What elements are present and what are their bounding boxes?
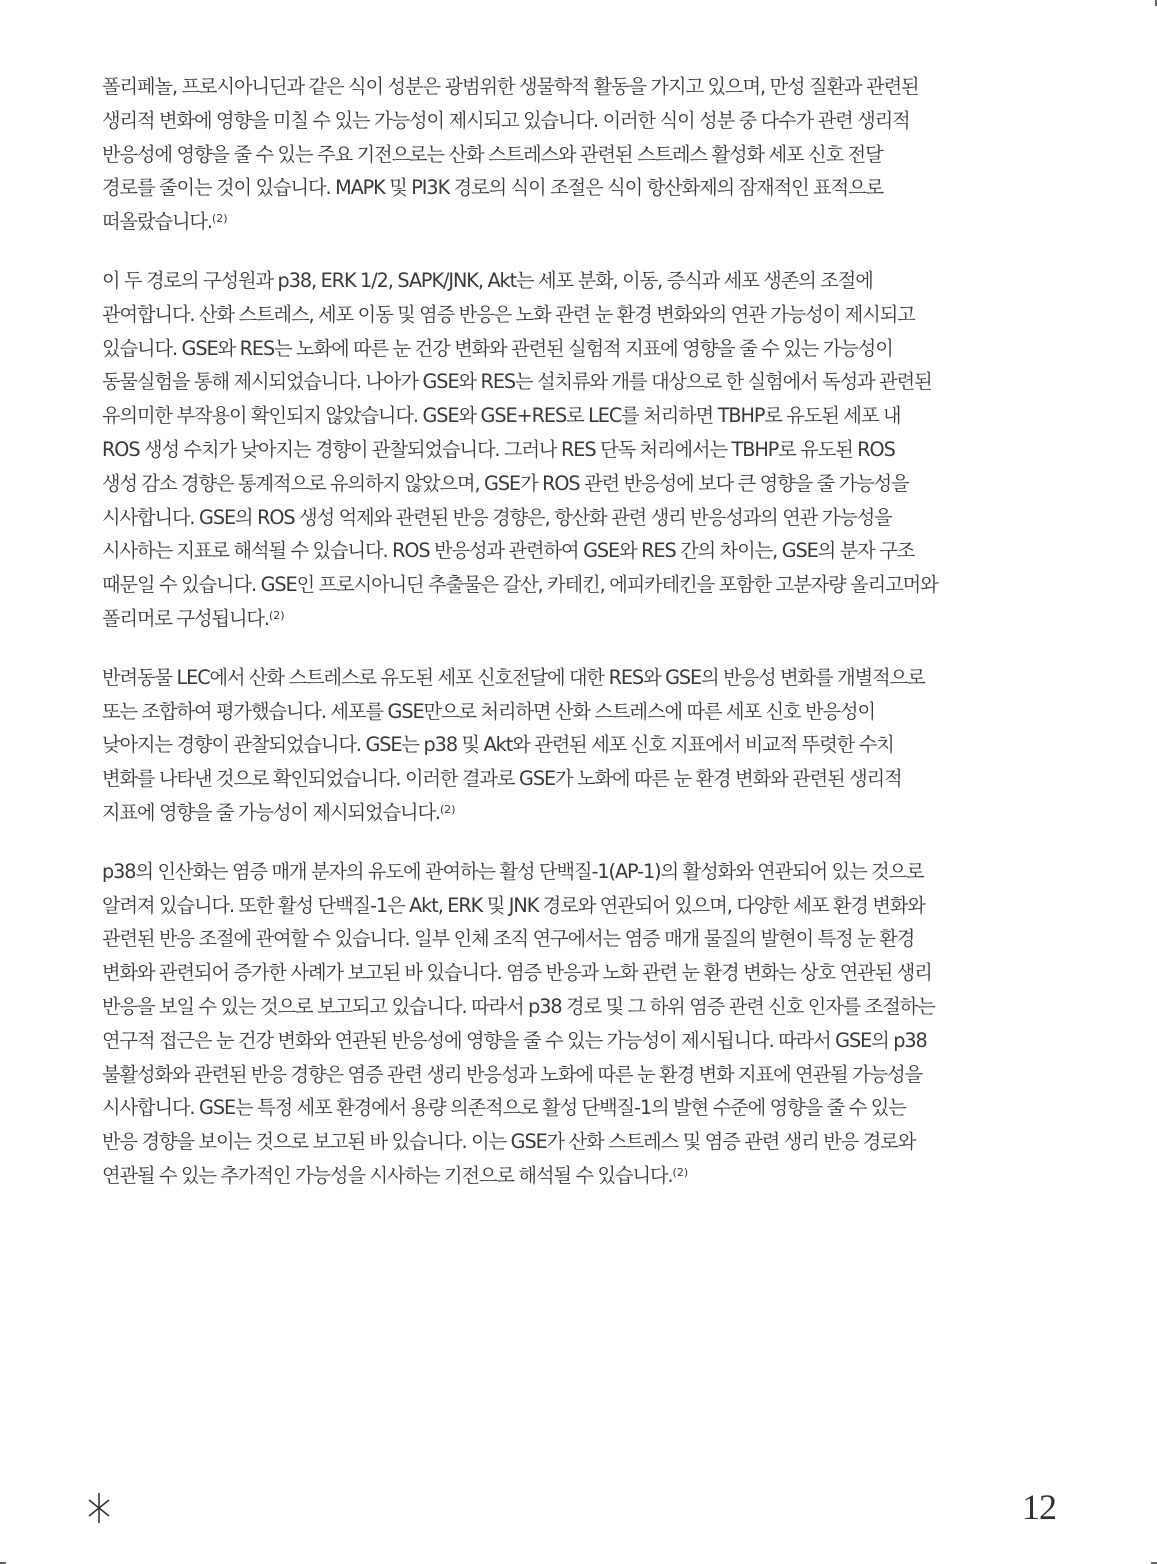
citation-marker: (2)	[268, 608, 285, 622]
text-line: 관여합니다. 산화 스트레스, 세포 이동 및 염증 반응은 노화 관련 눈 환경 변화와의 연관 가능성이 제시되고	[102, 302, 915, 326]
text-line: 시사합니다. GSE의 ROS 생성 억제와 관련된 반응 경향은, 항산화 관련 생리 반응성과의 연관 가능성을	[102, 505, 892, 529]
text-line: 불활성화와 관련된 반응 경향은 염증 관련 생리 반응성과 노화에 따른 눈 환경 변화 지표에 연관될 가능성을	[102, 1062, 923, 1086]
body-text	[102, 70, 1038, 1218]
text-line: 연구적 접근은 눈 건강 변화와 연관된 반응성에 영향을 줄 수 있는 가능성이 제시됩니다. 따라서 GSE의 p38	[102, 1028, 927, 1052]
paragraph-2	[102, 264, 1038, 636]
asterisk-star-icon	[86, 1492, 112, 1524]
text-line: 또는 조합하여 평가했습니다. 세포를 GSE만으로 처리하면 산화 스트레스에 따른 세포 신호 반응성이	[102, 699, 876, 723]
text-line: 반응 경향을 보이는 것으로 보고된 바 있습니다. 이는 GSE가 산화 스트레스 및 염증 관련 생리 반응 경로와	[102, 1130, 916, 1154]
text-line: 있습니다. GSE와 RES는 노화에 따른 눈 건강 변화와 관련된 실험적 지표에 영향을 줄 수 있는 가능성이	[102, 336, 893, 360]
text-line: 시사하는 지표로 해석될 수 있습니다. ROS 반응성과 관련하여 GSE와 RES 간의 차이는, GSE의 분자 구조	[102, 539, 915, 563]
citation-marker: (2)	[439, 802, 456, 816]
text-line: 낮아지는 경향이 관찰되었습니다. GSE는 p38 및 Akt와 관련된 세포 신호 지표에서 비교적 뚜렷한 수치	[102, 733, 894, 757]
text-line: 생성 감소 경향은 통계적으로 유의하지 않았으며, GSE가 ROS 관련 반응성에 보다 큰 영향을 줄 가능성을	[102, 471, 909, 495]
text-line: 반응을 보일 수 있는 것으로 보고되고 있습니다. 따라서 p38 경로 및 그 하위 염증 관련 신호 인자를 조절하는	[102, 994, 935, 1018]
citation-marker: (2)	[672, 1165, 689, 1179]
text-line: 변화와 관련되어 증가한 사례가 보고된 바 있습니다. 염증 반응과 노화 관련 눈 환경 변화는 상호 연관된 생리	[102, 961, 932, 985]
text-line: 폴리페놀, 프로시아니딘과 같은 식이 성분은 광범위한 생물학적 활동을 가지고 있으며, 만성 질환과 관련된	[102, 75, 919, 98]
text-line: 경로를 줄이는 것이 있습니다. MAPK 및 PI3K 경로의 식이 조절은 식이 항산화제의 잠재적인 표적으로	[102, 176, 884, 200]
paragraph-4	[102, 855, 1038, 1193]
text-line-last	[102, 602, 1038, 636]
paragraph-1	[102, 70, 1038, 239]
text-line: 동물실험을 통해 제시되었습니다. 나아가 GSE와 RES는 설치류와 개를 대상으로 한 실험에서 독성과 관련된	[102, 370, 932, 394]
text-line-content: 지표에 영향을 줄 가능성이 제시되었습니다.	[102, 800, 440, 824]
text-line: p38의 인산화는 염증 매개 분자의 유도에 관여하는 활성 단백질-1(AP-1)의 활성화와 연관되어 있는 것으로	[102, 859, 924, 883]
text-line-last	[102, 796, 1038, 830]
citation-marker: (2)	[211, 212, 228, 226]
text-line: ROS 생성 수치가 낮아지는 경향이 관찰되었습니다. 그러나 RES 단독 처리에서는 TBHP로 유도된 ROS	[102, 437, 895, 461]
text-line-last	[102, 1159, 1038, 1193]
text-line: 관련된 반응 조절에 관여할 수 있습니다. 일부 인체 조직 연구에서는 염증 매개 물질의 발현이 특정 눈 환경	[102, 927, 915, 951]
text-line: 변화를 나타낸 것으로 확인되었습니다. 이러한 결과로 GSE가 노화에 따른 눈 환경 변화와 관련된 생리적	[102, 767, 902, 791]
text-line: 때문일 수 있습니다. GSE인 프로시아니딘 추출물은 갈산, 카테킨, 에피카테킨을 포함한 고분자량 올리고머와	[102, 573, 938, 597]
text-line-content: 폴리머로 구성됩니다.	[102, 606, 269, 630]
text-line: 알려져 있습니다. 또한 활성 단백질-1은 Akt, ERK 및 JNK 경로와 연관되어 있으며, 다양한 세포 환경 변화와	[102, 893, 925, 917]
text-line: 생리적 변화에 영향을 미칠 수 있는 가능성이 제시되고 있습니다. 이러한 식이 성분 중 다수가 관련 생리적	[102, 108, 910, 132]
text-line: 반응성에 영향을 줄 수 있는 주요 기전으로는 산화 스트레스와 관련된 스트레스 활성화 세포 신호 전달	[102, 142, 883, 166]
text-line: 시사합니다. GSE는 특정 세포 환경에서 용량 의존적으로 활성 단백질-1의 발현 수준에 영향을 줄 수 있는	[102, 1096, 906, 1120]
text-line-last	[102, 205, 1038, 239]
text-line: 반려동물 LEC에서 산화 스트레스로 유도된 세포 신호전달에 대한 RES와 GSE의 반응성 변화를 개별적으로	[102, 665, 925, 689]
text-line: 유의미한 부작용이 확인되지 않았습니다. GSE와 GSE+RES로 LEC를 처리하면 TBHP로 유도된 세포 내	[102, 404, 901, 428]
page-number: 12	[1022, 1487, 1056, 1527]
text-line-content: 연관될 수 있는 추가적인 가능성을 시사하는 기전으로 해석될 수 있습니다.	[102, 1163, 673, 1187]
text-line-content: 떠올랐습니다.	[102, 210, 212, 234]
text-line: 이 두 경로의 구성원과 p38, ERK 1/2, SAPK/JNK, Akt는 세포 분화, 이동, 증식과 세포 생존의 조절에	[102, 268, 873, 292]
paragraph-3	[102, 661, 1038, 830]
